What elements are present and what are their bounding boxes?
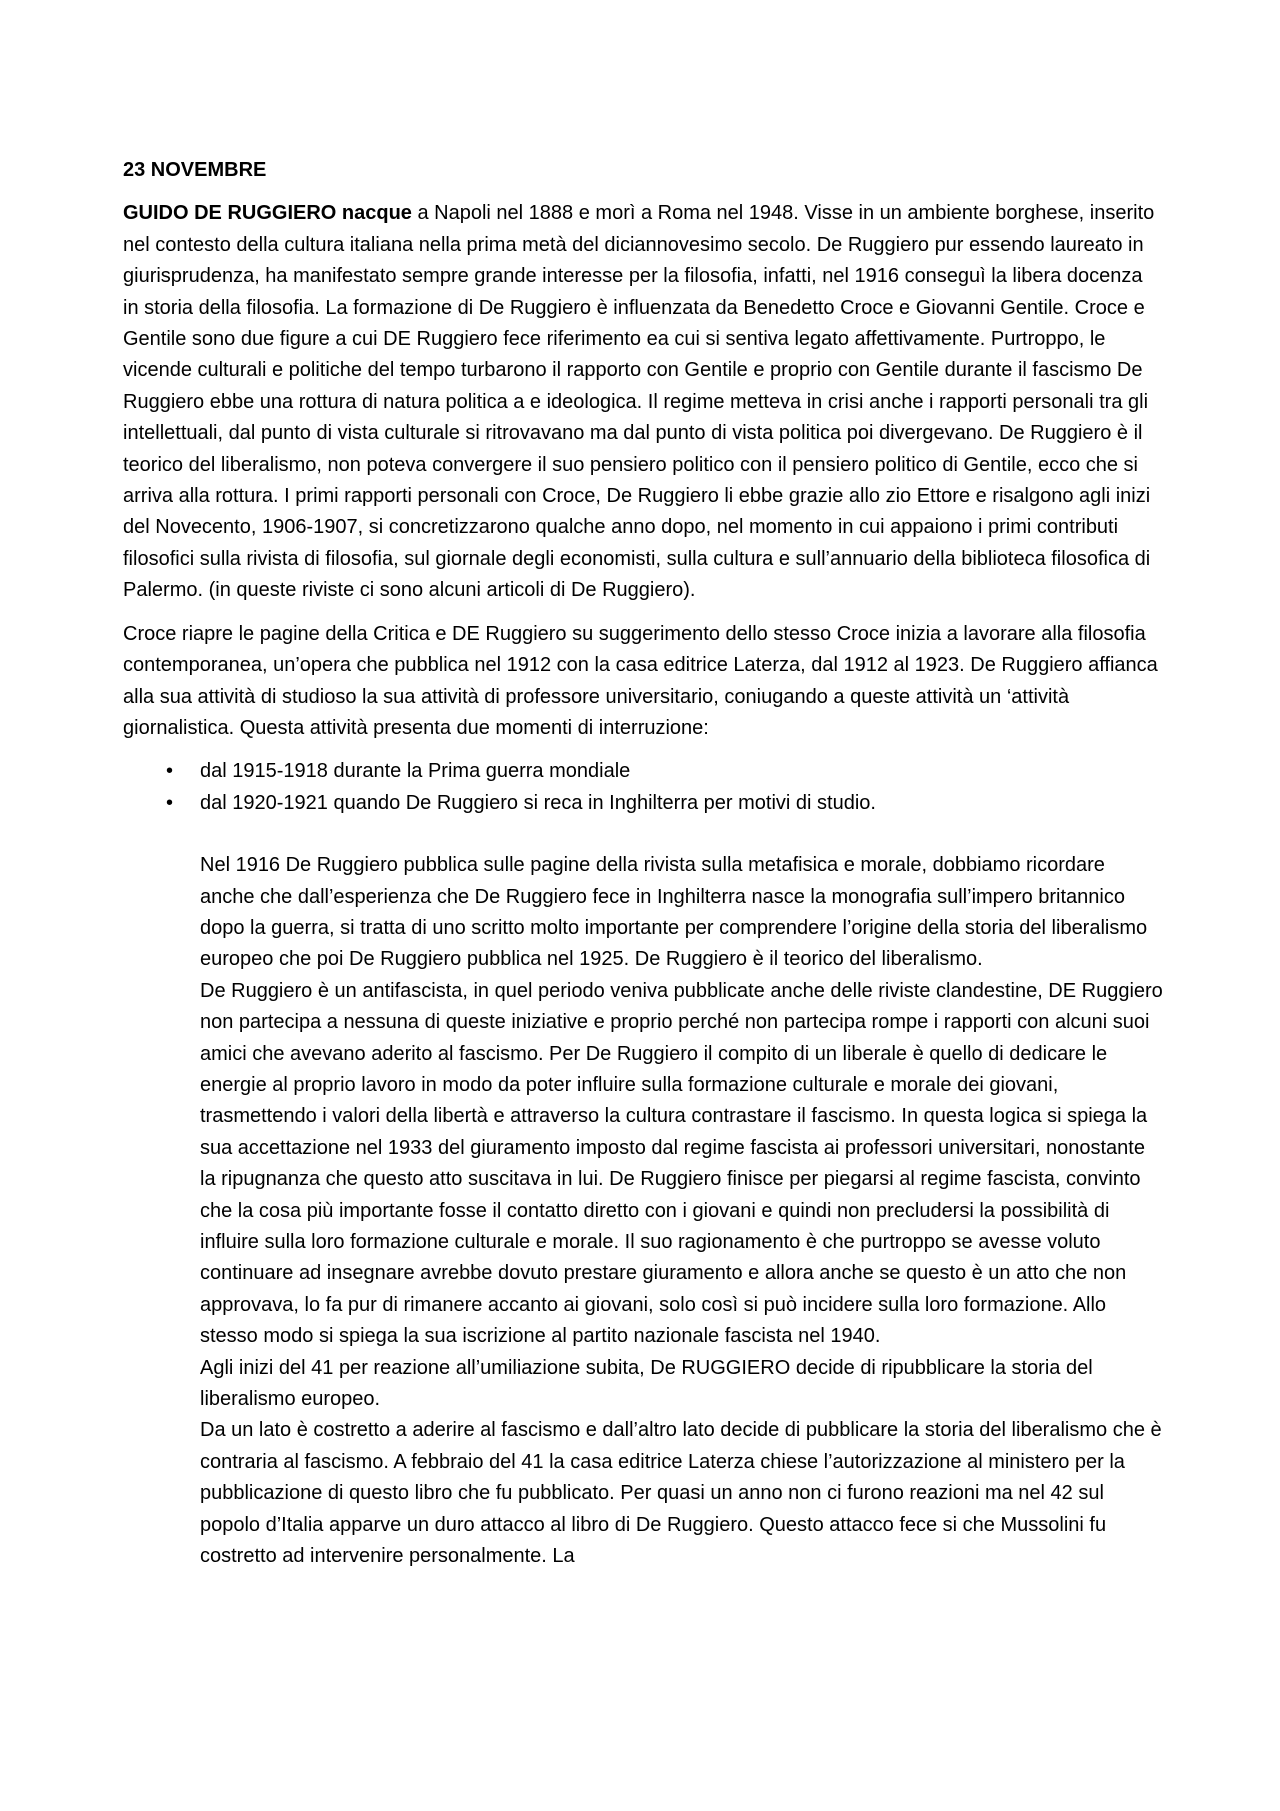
list-item-text: dal 1915-1918 durante la Prima guerra mondiale xyxy=(200,760,631,783)
indented-paragraph: Da un lato è costretto a aderire al fascismo e dall’altro lato decide di pubblicare la storia del liberalismo che è contraria al fascismo. A febbraio del 41 la casa editrice Laterza chiese l’autorizzazione al ministero per la pubblicazione di questo libro che fu pubblicato. Per quasi un anno non ci furono reazioni ma nel 42 sul popolo d’Italia apparve un duro attacco al libro di De Ruggiero. Questo attacco fece si che Mussolini fu costretto ad intervenire personalmente. La xyxy=(200,1419,1162,1568)
interruption-list xyxy=(123,756,1163,819)
document-page xyxy=(123,155,1163,1572)
list-item-text: dal 1920-1921 quando De Ruggiero si reca in Inghilterra per motivi di studio. xyxy=(200,791,876,814)
indented-paragraph: Agli inizi del 41 per reazione all’umiliazione subita, De RUGGIERO decide di ripubblicare la storia del liberalismo europeo. xyxy=(200,1356,1093,1411)
indented-paragraph: Nel 1916 De Ruggiero pubblica sulle pagine della rivista sulla metafisica e morale, dobbiamo ricordare anche che dall’esperienza che De Ruggiero fece in Inghilterra nasce la monografia sull’impero britannico dopo la guerra, si tratta di uno scritto molto importante per comprendere l’origine della storia del liberalismo europeo che poi De Ruggiero pubblica nel 1925. De Ruggiero è il teorico del liberalismo. xyxy=(200,854,1148,971)
indented-section xyxy=(200,850,1163,1572)
list-item xyxy=(123,756,1163,787)
intro-paragraph-text: a Napoli nel 1888 e morì a Roma nel 1948. Visse in un ambiente borghese, inserito nel contesto della cultura italiana nella prima metà del diciannovesimo secolo. De Ruggiero pur essendo laureato in giurisprudenza, ha manifestato sempre grande interesse per la filosofia, infatti, nel 1916 conseguì la libera docenza in storia della filosofia. La formazione di De Ruggiero è influenzata da Benedetto Croce e Giovanni Gentile. Croce e Gentile sono due figure a cui DE Ruggiero fece riferimento ea cui si sentiva legato affettivamente. Purtroppo, le vicende culturali e politiche del tempo turbarono il rapporto con Gentile e proprio con Gentile durante il fascismo De Ruggiero ebbe una rottura di natura politica a e ideologica. Il regime metteva in crisi anche i rapporti personali tra gli intellettuali, dal punto di vista culturale si ritrovavano ma dal punto di vista politica poi divergevano. De Ruggiero è il teorico del liberalismo, non poteva convergere il suo pensiero politico con il pensiero politico di Gentile, ecco che si arriva alla rottura. I primi rapporti personali con Croce, De Ruggiero li ebbe grazie allo zio Ettore e risalgono agli inizi del Novecento, 1906-1907, si concretizzarono qualche anno dopo, nel momento in cui appaiono i primi contributi filosofici sulla rivista di filosofia, sul giornale degli economisti, sulla cultura e sull’annuario della biblioteca filosofica di Palermo. (in queste riviste ci sono alcuni articoli di De Ruggiero). xyxy=(123,202,1155,602)
intro-paragraph xyxy=(123,198,1163,606)
critica-paragraph: Croce riapre le pagine della Critica e DE Ruggiero su suggerimento dello stesso Croce inizia a lavorare alla filosofia contemporanea, un’opera che pubblica nel 1912 con la casa editrice Laterza, dal 1912 al 1923. De Ruggiero affianca alla sua attività di studioso la sua attività di professore universitario, coniugando a queste attività un ‘attività giornalistica. Questa attività presenta due momenti di interruzione: xyxy=(123,622,1158,739)
date-heading: 23 NOVEMBRE xyxy=(123,159,267,181)
bullet-icon: • xyxy=(166,791,174,814)
bullet-icon: • xyxy=(166,760,174,783)
list-item xyxy=(123,788,1163,819)
indented-paragraph: De Ruggiero è un antifascista, in quel periodo veniva pubblicate anche delle riviste clandestine, DE Ruggiero non partecipa a nessuna di queste iniziative e proprio perché non partecipa rompe i rapporti con alcuni suoi amici che avevano aderito al fascismo. Per De Ruggiero il compito di un liberale è quello di dedicare le energie al proprio lavoro in modo da poter influire sulla formazione culturale e morale dei giovani, trasmettendo i valori della libertà e attraverso la cultura contrastare il fascismo. In questa logica si spiega la sua accettazione nel 1933 del giuramento imposto dal regime fascista ai professori universitari, nonostante la ripugnanza che questo atto suscitava in lui. De Ruggiero finisce per piegarsi al regime fascista, convinto che la cosa più importante fosse il contatto diretto con i giovani e quindi non precludersi la possibilità di influire sulla loro formazione culturale e morale. Il suo ragionamento è che purtroppo se avesse voluto continuare ad insegnare avrebbe dovuto prestare giuramento e allora anche se questo è un atto che non approvava, lo fa pur di rimanere accanto ai giovani, solo così si può incidere sulla loro formazione. Allo stesso modo si spiega la sua iscrizione al partito nazionale fascista nel 1940. xyxy=(200,979,1163,1348)
intro-bold-lead: GUIDO DE RUGGIERO nacque xyxy=(123,202,412,225)
